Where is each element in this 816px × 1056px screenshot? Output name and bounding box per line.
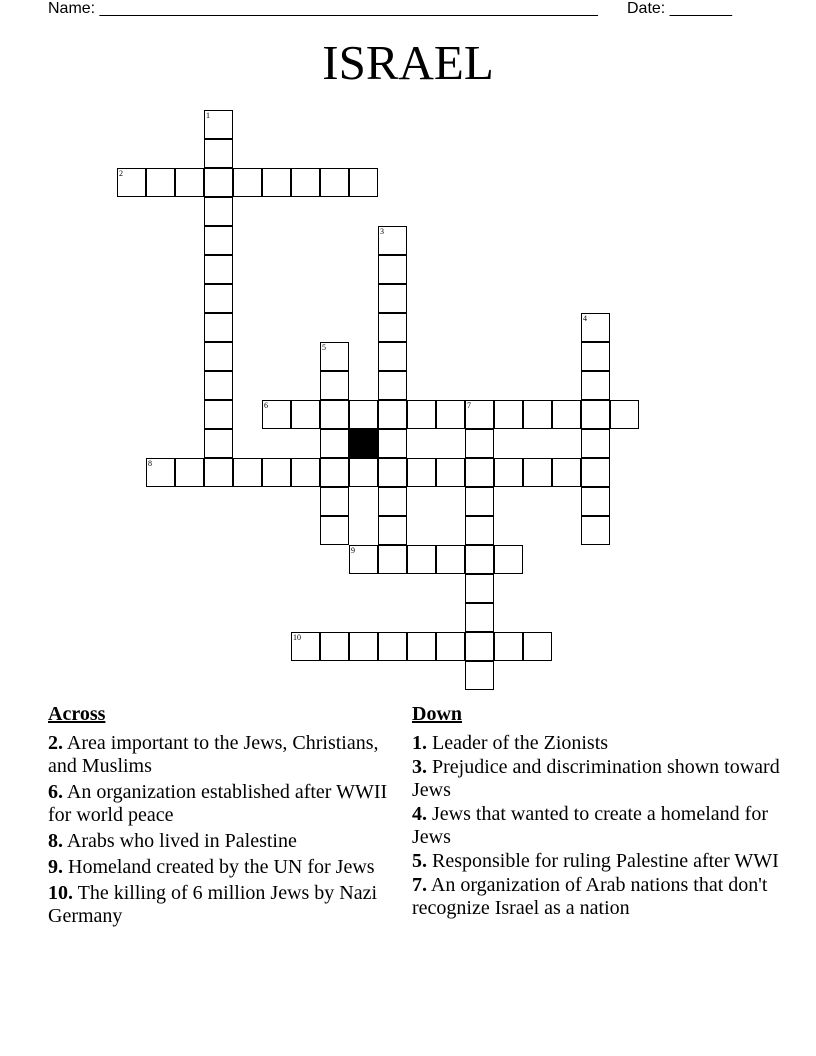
grid-cell[interactable] — [320, 400, 349, 429]
grid-cell[interactable] — [175, 458, 204, 487]
grid-cell[interactable] — [523, 632, 552, 661]
grid-cell[interactable] — [262, 168, 291, 197]
clue-number: 9 — [351, 546, 355, 555]
name-field-label[interactable]: Name: ________________________________________________________ — [48, 0, 598, 17]
grid-cell[interactable] — [581, 342, 610, 371]
grid-cell[interactable] — [407, 545, 436, 574]
clue-number: 6 — [264, 401, 268, 410]
grid-cell[interactable] — [204, 458, 233, 487]
clue-number: 1 — [206, 111, 210, 120]
clue-across-10: 10. The killing of 6 million Jews by Nazi Germany — [48, 882, 378, 927]
grid-cell[interactable] — [175, 168, 204, 197]
grid-cell[interactable] — [320, 632, 349, 661]
grid-cell[interactable] — [291, 400, 320, 429]
grid-cell[interactable] — [378, 545, 407, 574]
grid-cell[interactable] — [581, 429, 610, 458]
black-square — [349, 429, 378, 458]
clue-number: 7 — [467, 401, 471, 410]
grid-cell[interactable] — [436, 400, 465, 429]
clue-down-7: 7. An organization of Arab nations that don't recognize Israel as a nation — [412, 874, 768, 919]
grid-cell[interactable] — [349, 458, 378, 487]
clue-number: 2 — [119, 169, 123, 178]
across-clues — [48, 702, 398, 931]
grid-cell[interactable] — [581, 516, 610, 545]
grid-cell[interactable] — [378, 313, 407, 342]
grid-cell[interactable] — [204, 168, 233, 197]
grid-cell[interactable] — [378, 458, 407, 487]
grid-cell[interactable] — [291, 168, 320, 197]
grid-cell[interactable] — [494, 458, 523, 487]
grid-cell[interactable] — [407, 632, 436, 661]
clue-number: 3 — [380, 227, 384, 236]
grid-cell[interactable] — [291, 632, 320, 661]
down-heading: Down — [412, 703, 463, 725]
grid-cell[interactable] — [465, 603, 494, 632]
grid-cell[interactable] — [465, 574, 494, 603]
grid-cell[interactable] — [320, 168, 349, 197]
grid-cell[interactable] — [494, 632, 523, 661]
down-clues — [412, 702, 802, 921]
grid-cell[interactable] — [436, 458, 465, 487]
grid-cell[interactable] — [320, 429, 349, 458]
grid-cell[interactable] — [146, 168, 175, 197]
grid-cell[interactable] — [233, 458, 262, 487]
grid-cell[interactable] — [117, 168, 146, 197]
grid-cell[interactable] — [204, 110, 233, 139]
grid-cell[interactable] — [204, 197, 233, 226]
grid-cell[interactable] — [204, 255, 233, 284]
clue-across-9: 9. Homeland created by the UN for Jews — [48, 856, 375, 878]
grid-cell[interactable] — [581, 313, 610, 342]
grid-cell[interactable] — [291, 458, 320, 487]
grid-cell[interactable] — [204, 139, 233, 168]
grid-cell[interactable] — [465, 632, 494, 661]
grid-cell[interactable] — [523, 400, 552, 429]
grid-cell[interactable] — [262, 400, 291, 429]
across-heading: Across — [48, 703, 106, 725]
grid-cell[interactable] — [436, 632, 465, 661]
grid-cell[interactable] — [581, 458, 610, 487]
grid-cell[interactable] — [465, 400, 494, 429]
clue-down-5: 5. Responsible for ruling Palestine after WWI — [412, 850, 779, 872]
grid-cell[interactable] — [465, 429, 494, 458]
clue-down-4: 4. Jews that wanted to create a homeland for Jews — [412, 803, 768, 848]
grid-cell[interactable] — [552, 458, 581, 487]
grid-cell[interactable] — [320, 371, 349, 400]
clue-across-8: 8. Arabs who lived in Palestine — [48, 830, 297, 852]
grid-cell[interactable] — [320, 342, 349, 371]
grid-cell[interactable] — [436, 545, 465, 574]
clue-number: 5 — [322, 343, 326, 352]
grid-cell[interactable] — [349, 400, 378, 429]
grid-cell[interactable] — [494, 400, 523, 429]
grid-cell[interactable] — [378, 255, 407, 284]
grid-cell[interactable] — [465, 545, 494, 574]
grid-cell[interactable] — [204, 429, 233, 458]
clue-across-6: 6. An organization established after WWII for world peace — [48, 781, 388, 826]
clue-number: 10 — [293, 633, 301, 642]
grid-cell[interactable] — [581, 400, 610, 429]
date-field-label[interactable]: Date: _______ — [627, 0, 732, 17]
grid-cell[interactable] — [465, 516, 494, 545]
clue-down-1: 1. Leader of the Zionists — [412, 732, 609, 754]
grid-cell[interactable] — [204, 400, 233, 429]
grid-cell[interactable] — [378, 342, 407, 371]
grid-cell[interactable] — [378, 371, 407, 400]
grid-cell[interactable] — [204, 313, 233, 342]
grid-cell[interactable] — [349, 168, 378, 197]
grid-cell[interactable] — [204, 342, 233, 371]
grid-cell[interactable] — [465, 487, 494, 516]
grid-cell[interactable] — [581, 487, 610, 516]
grid-cell[interactable] — [407, 458, 436, 487]
grid-cell[interactable] — [552, 400, 581, 429]
grid-cell[interactable] — [378, 429, 407, 458]
grid-cell[interactable] — [610, 400, 639, 429]
grid-cell[interactable] — [465, 661, 494, 690]
grid-cell[interactable] — [320, 458, 349, 487]
grid-cell[interactable] — [378, 284, 407, 313]
grid-cell[interactable] — [146, 458, 175, 487]
grid-cell[interactable] — [349, 632, 378, 661]
clue-number: 4 — [583, 314, 587, 323]
grid-cell[interactable] — [378, 516, 407, 545]
grid-cell[interactable] — [262, 458, 291, 487]
grid-cell[interactable] — [523, 458, 552, 487]
grid-cell[interactable] — [378, 226, 407, 255]
clue-down-3: 3. Prejudice and discrimination shown toward Jews — [412, 756, 780, 801]
grid-cell[interactable] — [349, 545, 378, 574]
grid-cell[interactable] — [581, 371, 610, 400]
grid-cell[interactable] — [378, 400, 407, 429]
grid-cell[interactable] — [378, 632, 407, 661]
clue-number: 8 — [148, 459, 152, 468]
grid-cell[interactable] — [320, 516, 349, 545]
clue-across-2: 2. Area important to the Jews, Christians, and Muslims — [48, 732, 379, 777]
page-title: ISRAEL — [322, 35, 494, 90]
grid-cell[interactable] — [494, 545, 523, 574]
grid-cell[interactable] — [204, 284, 233, 313]
grid-cell[interactable] — [320, 487, 349, 516]
grid-cell[interactable] — [378, 487, 407, 516]
grid-cell[interactable] — [465, 458, 494, 487]
grid-cell[interactable] — [204, 226, 233, 255]
grid-cell[interactable] — [407, 400, 436, 429]
grid-cell[interactable] — [233, 168, 262, 197]
grid-cell[interactable] — [204, 371, 233, 400]
